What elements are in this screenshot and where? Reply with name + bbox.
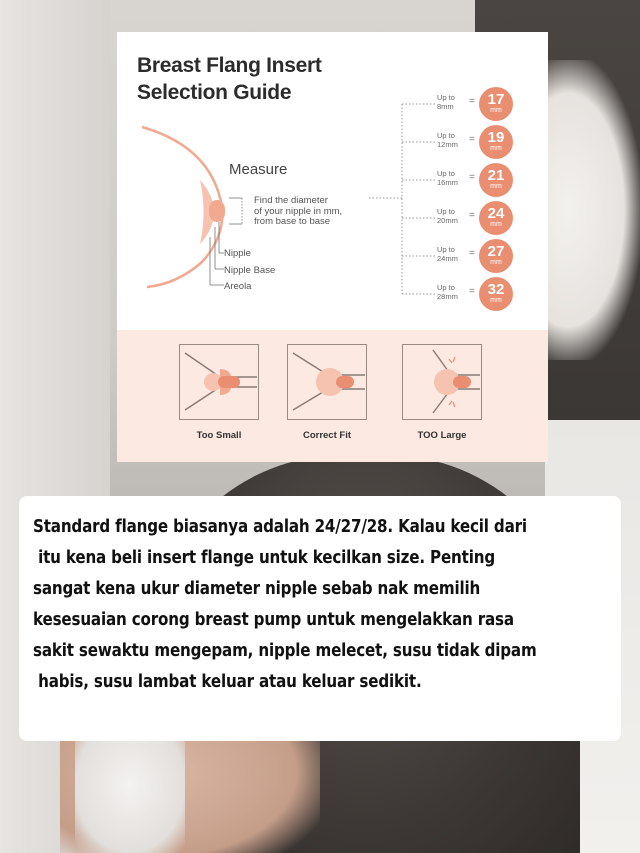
label-areola: Areola: [224, 281, 252, 292]
measure-instruction: [254, 196, 364, 228]
flange-selection-guide: [117, 32, 548, 462]
tunnel-too-small-icon: [180, 345, 257, 418]
size-range: Up to 8mm: [437, 93, 455, 111]
fit-example-too-small: [179, 344, 259, 420]
caption-line: kesesuaian corong breast pump untuk mengelakkan rasa: [33, 610, 514, 630]
size-range: Up to 12mm: [437, 131, 458, 149]
label-nipple-base: Nipple Base: [224, 265, 276, 276]
guide-title-line: Selection Guide: [137, 81, 292, 104]
measure-label: Measure: [229, 161, 288, 178]
tunnel-too-large-icon: [403, 345, 480, 418]
caption-line: sangat kena ukur diameter nipple sebab nak memilih: [33, 579, 481, 599]
fit-label: Correct Fit: [302, 430, 352, 441]
fit-label: TOO Large: [417, 430, 467, 441]
fit-example-correct: [287, 344, 367, 420]
size-row: [417, 201, 547, 237]
size-badge: 27 mm: [479, 239, 513, 273]
size-range: Up to 24mm: [437, 245, 458, 263]
equals-sign: =: [469, 96, 475, 107]
size-range: Up to 20mm: [437, 207, 458, 225]
size-row: [417, 87, 547, 123]
equals-sign: =: [469, 286, 475, 297]
guide-title-line: Breast Flang Insert: [137, 54, 322, 77]
equals-sign: =: [469, 134, 475, 145]
caption-line: Standard flange biasanya adalah 24/27/28. Kalau kecil dari: [33, 517, 527, 537]
background-blanket: [75, 740, 185, 853]
size-range: Up to 28mm: [437, 283, 458, 301]
equals-sign: =: [469, 210, 475, 221]
size-row: [417, 239, 547, 275]
equals-sign: =: [469, 172, 475, 183]
caption-line: sakit sewaktu mengepam, nipple melecet, susu tidak dipam: [33, 641, 537, 661]
size-badge: 24 mm: [479, 201, 513, 235]
measure-instruction-line: Find the diameter: [254, 195, 328, 206]
size-badge: 32 mm: [479, 277, 513, 311]
caption-line: habis, susu lambat keluar atau keluar sedikit.: [33, 672, 422, 692]
size-row: [417, 163, 547, 199]
size-row: [417, 125, 547, 161]
size-badge: 21 mm: [479, 163, 513, 197]
caption-box: [19, 496, 621, 741]
size-range: Up to 16mm: [437, 169, 458, 187]
size-row: [417, 277, 547, 313]
tunnel-correct-icon: [288, 345, 365, 418]
measure-instruction-line: of your nipple in mm,: [254, 205, 343, 217]
label-nipple: Nipple: [224, 248, 251, 259]
size-badge: 19 mm: [479, 125, 513, 159]
equals-sign: =: [469, 248, 475, 259]
caption-text: [33, 512, 540, 698]
caption-line: itu kena beli insert flange untuk kecilkan size. Penting: [33, 548, 495, 568]
fit-label: Too Small: [196, 430, 242, 441]
measure-instruction-line: from base to base: [254, 216, 331, 227]
size-badge: 17 mm: [479, 87, 513, 121]
fit-example-too-large: [402, 344, 482, 420]
